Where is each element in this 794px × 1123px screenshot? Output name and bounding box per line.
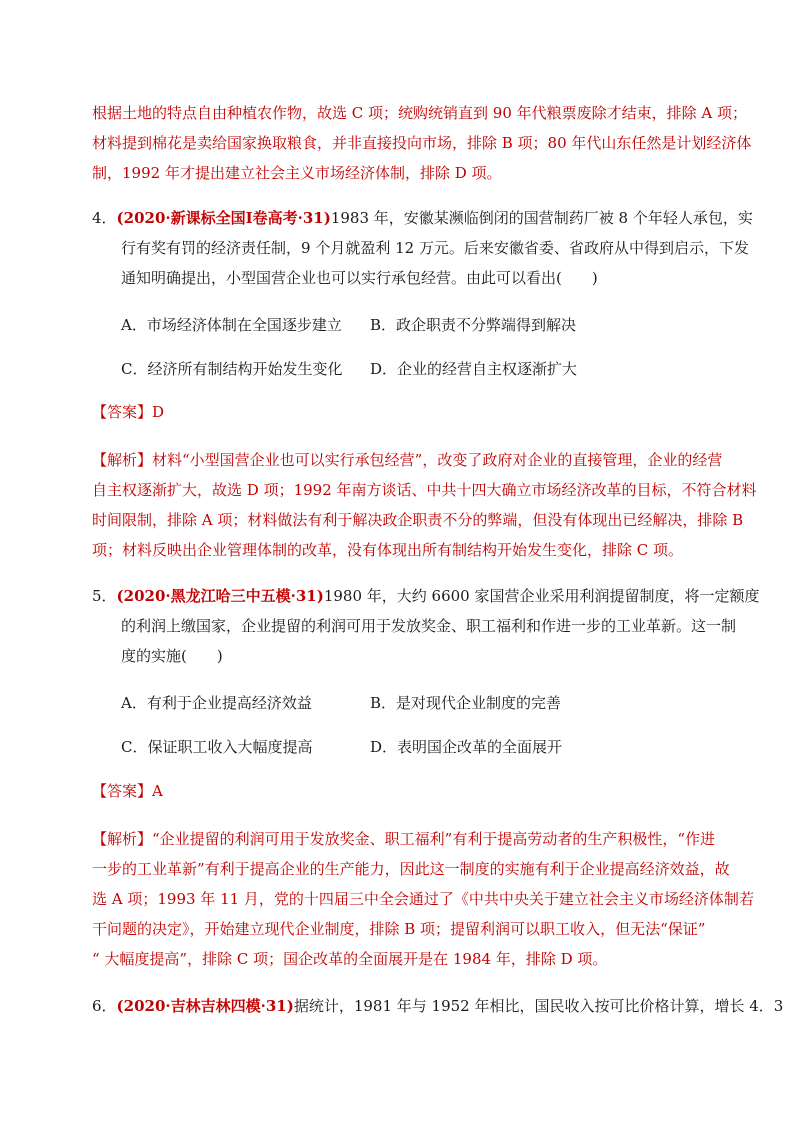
analysis-line: 自主权逐渐扩大，故选 D 项；1992 年南方谈话、中共十四大确立市场经济改革的目标，不符合材料	[92, 481, 757, 499]
answer-value: D	[152, 403, 165, 421]
question-number: 4．	[92, 209, 117, 227]
question-stem: 的利润上缴国家，企业提留的利润可用于发放奖金、职工福利和作进一步的工业革新。这一制	[121, 617, 737, 635]
answer	[92, 402, 164, 422]
analysis-line: 项；材料反映出企业管理体制的改革，没有体现出所有制结构开始发生变化，排除 C 项。	[92, 541, 684, 559]
continuation-line: 材料提到棉花是卖给国家换取粮食，并非直接投向市场，排除 B 项；80 年代山东任然是计划经济体	[92, 134, 752, 152]
analysis-label: 【解析】	[92, 830, 153, 848]
answer-label: 【答案】	[92, 782, 153, 800]
option-d: D．表明国企改革的全面展开	[370, 738, 563, 756]
continuation-line: 制，1992 年才提出建立社会主义市场经济体制，排除 D 项。	[92, 164, 502, 182]
analysis-label: 【解析】	[92, 451, 153, 469]
option-b: B．是对现代企业制度的完善	[370, 694, 562, 712]
analysis-line: 一步的工业革新”有利于提高企业的生产能力，因此这一制度的实施有利于企业提高经济效益，故	[92, 860, 730, 878]
analysis-line: “ 大幅度提高”，排除 C 项；国企改革的全面展开是在 1984 年，排除 D 项。	[92, 950, 608, 968]
continuation-line: 根据土地的特点自由种植农作物，故选 C 项；统购统销直到 90 年代粮票废除才结束，排除 A 项；	[92, 104, 748, 122]
question-stem: 通知明确提出，小型国营企业也可以实行承包经营。由此可以看出( )	[121, 269, 598, 287]
option-b: B．政企职责不分弊端得到解决	[370, 316, 577, 334]
question-number: 6．	[92, 997, 117, 1015]
question-source: (2020·吉林吉林四模·31)	[116, 997, 294, 1015]
analysis-line: 【解析】“企业提留的利润可用于发放奖金、职工福利”有利于提高劳动者的生产积极性，“作进	[92, 830, 716, 848]
question-stem: 1980 年，大约 6600 家国营企业采用利润提留制度，将一定额度	[323, 587, 760, 605]
option-a: A．有利于企业提高经济效益	[121, 694, 312, 712]
question-4-first-line	[92, 208, 753, 228]
answer-label: 【答案】	[92, 403, 153, 421]
option-a: A．市场经济体制在全国逐步建立	[121, 316, 342, 334]
analysis-line: 干问题的决定》，开始建立现代企业制度，排除 B 项；提留利润可以职工收入，但无法“保证”	[92, 920, 706, 938]
option-c: C．经济所有制结构开始发生变化	[121, 360, 343, 378]
question-number: 5．	[92, 587, 117, 605]
option-c: C．保证职工收入大幅度提高	[121, 738, 313, 756]
question-6-first-line	[92, 996, 783, 1016]
analysis-line: 时间限制，排除 A 项；材料做法有利于解决政企职责不分的弊端，但没有体现出已经解决，排除 B	[92, 511, 744, 529]
analysis-line: 【解析】材料“小型国营企业也可以实行承包经营”，改变了政府对企业的直接管理，企业的经营	[92, 451, 723, 469]
question-5-first-line	[92, 586, 759, 606]
answer	[92, 781, 163, 801]
question-stem: 据统计，1981 年与 1952 年相比，国民收入按可比价格计算，增长 4．3	[293, 997, 784, 1015]
option-d: D．企业的经营自主权逐渐扩大	[370, 360, 578, 378]
answer-value: A	[152, 782, 163, 800]
analysis-line: 选 A 项；1993 年 11 月，党的十四届三中全会通过了《中共中央关于建立社会主义市场经济体制若	[92, 890, 754, 908]
question-stem: 1983 年，安徽某濒临倒闭的国营制药厂被 8 个年轻人承包，实	[330, 209, 753, 227]
question-source: (2020·新课标全国Ⅰ卷高考·31)	[116, 209, 331, 227]
question-stem: 行有奖有罚的经济责任制，9 个月就盈利 12 万元。后来安徽省委、省政府从中得到启示，下发	[121, 239, 749, 257]
question-source: (2020·黑龙江哈三中五模·31)	[116, 587, 324, 605]
question-stem: 度的实施( )	[121, 647, 223, 665]
